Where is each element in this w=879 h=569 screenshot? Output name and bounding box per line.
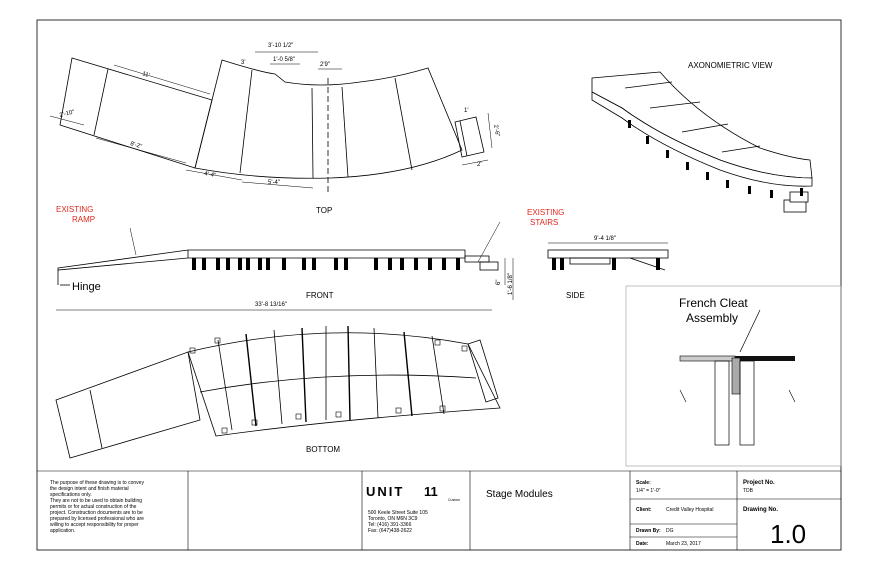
dim-5ft4: 5'-4" — [268, 180, 280, 186]
dim-1ft0: 1'-0 5/8" — [273, 57, 295, 63]
project-no-value: TDB — [743, 488, 753, 494]
existing-ramp-label-2: RAMP — [72, 215, 96, 224]
bottom-dim: 33'-8 13/16" — [255, 302, 287, 308]
disclaimer-line-4: They are not to be used to obtain building — [50, 498, 143, 504]
dim-6in: 6" — [496, 279, 502, 285]
scale-value: 1/4" = 1'-0" — [636, 488, 661, 494]
detail-title-1: French Cleat — [679, 296, 748, 310]
bottom-view-label: BOTTOM — [306, 445, 341, 454]
detail-title-2: Assembly — [686, 311, 739, 325]
dim-11ft: 11' — [141, 71, 151, 80]
existing-ramp-label-1: EXISTING — [56, 205, 94, 214]
top-view-dimensions — [59, 43, 500, 215]
existing-stairs-label-1: EXISTING — [527, 208, 565, 217]
front-view-legs — [192, 258, 460, 270]
top-view — [50, 52, 492, 195]
client-value: Credit Valley Hospital — [666, 507, 714, 513]
sheet-border — [37, 20, 841, 550]
side-dim: 9'-4 1/8" — [594, 236, 616, 242]
top-view-label: TOP — [316, 206, 333, 215]
project-no-label: Project No. — [743, 480, 775, 486]
project-name: Stage Modules — [486, 489, 553, 500]
bottom-view-cleats — [190, 338, 467, 433]
disclaimer-line-9: application. — [50, 528, 76, 534]
disclaimer-line-8: willing to accept responsibility for proper — [50, 522, 139, 528]
side-view-label: SIDE — [566, 291, 585, 300]
disclaimer-line-6: project. Construction documents are to be — [50, 510, 143, 516]
address-line-1: 500 Keele Street Suite 105 — [368, 510, 428, 516]
front-view-text — [56, 205, 564, 300]
disclaimer-line-1: The purpose of these drawing is to convey — [50, 480, 144, 486]
dim-4ft4: 4'-4" — [203, 171, 217, 180]
disclaimer-line-2: the design intent and finish material — [50, 486, 129, 492]
drawn-label: Drawn By: — [636, 528, 661, 534]
dim-2ft: 2' — [477, 162, 482, 168]
dim-1ft: 1' — [464, 108, 469, 114]
disclaimer-line-5: permits or for actual construction of the — [50, 504, 137, 510]
date-label: Date: — [636, 541, 649, 547]
dim-2ft10: 2'-10" — [59, 109, 76, 119]
side-view — [548, 243, 668, 270]
title-block-text — [50, 480, 806, 549]
existing-stairs-label-2: STAIRS — [530, 218, 559, 227]
french-cleat-detail — [626, 286, 841, 466]
client-label: Client: — [636, 507, 652, 513]
bottom-view — [56, 310, 500, 458]
address-line-2: Toronto, ON M6N 3C9 — [368, 516, 418, 522]
logo-sub: Custom — [448, 498, 461, 502]
logo-text: UNIT — [366, 484, 405, 499]
dim-3ft10: 3'-10 1/2" — [268, 43, 294, 49]
drawn-value: DG — [666, 528, 674, 534]
address-line-3: Tel: (416) 391-3366 — [368, 522, 412, 528]
drawing-no-value: 1.0 — [770, 519, 807, 549]
disclaimer-line-7: prepared by licensed professional who are — [50, 516, 144, 522]
logo-number: 11 — [424, 484, 438, 499]
axonometric-view — [592, 72, 812, 212]
scale-label: Scale: — [636, 480, 651, 486]
dim-2ft9: 2'9" — [320, 62, 330, 68]
axonometric-label: AXONOMIETRIC VIEW — [688, 61, 773, 70]
date-value: March 23, 2017 — [666, 541, 701, 547]
title-block — [37, 471, 841, 550]
dim-8ft2: 8'-2" — [129, 141, 143, 151]
front-view-label: FRONT — [306, 291, 334, 300]
disclaimer-line-3: specifications only. — [50, 492, 92, 498]
dim-1ft6: 1'-6 1/8" — [508, 273, 514, 295]
hinge-label: Hinge — [72, 281, 101, 293]
drawing-no-label: Drawing No. — [743, 507, 779, 513]
address-line-4: Fax: (647)438-2622 — [368, 528, 412, 534]
dim-2ft6: 2'-6" — [492, 124, 501, 138]
dim-3ft: 3' — [241, 60, 246, 66]
